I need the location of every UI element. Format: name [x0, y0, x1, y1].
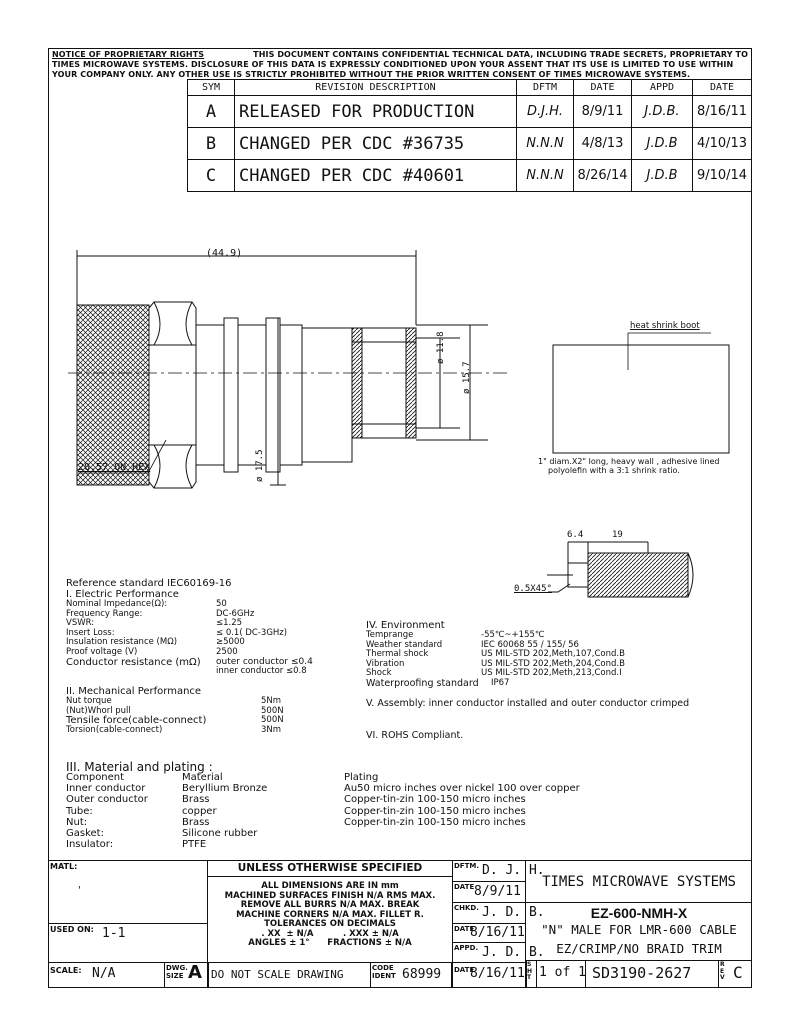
mat-component: Inner conductor [66, 783, 146, 795]
env-key: Temprange [366, 630, 414, 640]
date-label: DATE [454, 883, 475, 891]
dwg-size-label-2: SIZE [166, 972, 184, 980]
sheet-value: 1 of 1 [539, 965, 586, 980]
mech-val: 500N [261, 715, 284, 726]
mech-key: (Nut)Whorl pull [66, 705, 131, 716]
mat-material: Brass [182, 794, 210, 806]
code-ident-label [372, 964, 396, 980]
mech-val: 3Nm [261, 724, 282, 735]
assembly-note: V. Assembly: inner conductor installed and outer conductor crimped [366, 698, 690, 709]
rev-header-appd: APPD [632, 80, 693, 96]
mat-plating: Copper-tin-zin 100-150 micro inches [344, 805, 526, 817]
spec-mechanical [66, 686, 284, 735]
mech-key: Tensile force(cable-connect) [66, 715, 207, 727]
chamfer-label: 0.5X45° [514, 584, 552, 594]
no-scale-text: DO NOT SCALE DRAWING [211, 968, 344, 981]
chkd-value: J. D. B. [482, 905, 545, 920]
notice-line-3: YOUR COMPANY ONLY. ANY OTHER USE IS STRICTLY PROHIBITED WITHOUT THE PRIOR WRITTEN CONSENT OF TIMES MICROWAVE SYSTEMS. [52, 70, 691, 79]
elec-key [66, 667, 216, 677]
dim-17-5: ø 17.5 [255, 449, 265, 482]
date-label: DATE [454, 925, 475, 933]
boot-note-2: polyolefin with a 3:1 shrink ratio. [548, 466, 680, 475]
date-2-value: 8/16/11 [470, 925, 525, 940]
dwg-size-label-1: DWG. [166, 964, 188, 972]
proprietary-notice [52, 50, 748, 80]
rev-dftm: D.J.H. [517, 96, 574, 128]
date-1-value: 8/9/11 [474, 884, 521, 899]
rev-header-date: DATE [574, 80, 632, 96]
rev-desc: CHANGED PER CDC #36735 [235, 128, 517, 160]
rev-date2: 9/10/14 [693, 160, 752, 192]
env-key: Waterproofing standard [366, 677, 479, 689]
strip-dim-19: 19 [612, 530, 623, 540]
date-3-value: 8/16/11 [470, 966, 525, 981]
rev-appd: J.D.B. [632, 96, 693, 128]
rev-sym: A [188, 96, 235, 128]
environment-title: IV. Environment [366, 620, 445, 631]
elec-val: ≤ 0.1( DC-3GHz) [216, 627, 288, 638]
elec-key: Insert Loss: [66, 627, 115, 638]
env-val: IP67 [491, 677, 510, 688]
mat-material: Brass [182, 816, 210, 828]
rev-row [188, 96, 752, 128]
mat-header-plating: Plating [344, 772, 379, 783]
scale-label: SCALE: [50, 966, 82, 975]
code-ident-label-2: IDENT [372, 972, 396, 980]
tol-line: ANGLES ± 1° FRACTIONS ± N/A [248, 938, 412, 948]
rev-row [188, 160, 752, 192]
company-divider [526, 902, 752, 903]
mat-plating: Copper-tin-zin 100-150 micro inches [344, 794, 526, 806]
mat-material: PTFE [182, 839, 207, 851]
electric-title: I. Electric Performance [66, 589, 179, 600]
rev-header-dftm: DFTM [517, 80, 574, 96]
tol-line: MACHINED SURFACES FINISH N/A RMS MAX. [224, 890, 436, 901]
rev-dftm: N.N.N [517, 128, 574, 160]
mat-header-material: Material [182, 772, 223, 783]
rev-label: REV [720, 961, 725, 981]
revision-table [187, 79, 752, 192]
elec-val: 50 [216, 599, 227, 609]
date-label: DATE [454, 966, 475, 974]
rev-date: 4/8/13 [574, 128, 632, 160]
connector-side-view [77, 250, 488, 488]
rev-appd: J.D.B [632, 160, 693, 192]
mat-header-component: Component [66, 772, 125, 783]
env-val: -55℃~+155℃ [481, 630, 545, 640]
rev-desc: RELEASED FOR PRODUCTION [235, 96, 517, 128]
sht-label: SHT [527, 961, 533, 981]
mat-component: Nut: [66, 816, 88, 828]
connector-drawing [48, 230, 752, 600]
notice-title: NOTICE OF PROPRIETARY RIGHTS [52, 50, 205, 59]
dim-11-8: ø 11.8 [436, 331, 446, 364]
reference-standard: Reference standard IEC60169-16 [66, 578, 232, 589]
mat-component: Insulator: [66, 839, 114, 851]
rev-sym: B [188, 128, 235, 160]
rev-value: C [733, 963, 743, 982]
env-key: Vibration [366, 658, 405, 669]
matl-label: MATL: [50, 862, 78, 871]
env-val: IEC 60068 55 / 155/ 56 [481, 639, 579, 650]
mat-component: Gasket: [66, 828, 104, 840]
rev-header-desc: REVISION DESCRIPTION [235, 80, 517, 96]
elec-val: ≤1.25 [216, 618, 243, 629]
mat-material: Beryllium Bronze [182, 783, 268, 795]
rev-row [188, 128, 752, 160]
code-ident-label-1: CODE [372, 964, 394, 972]
dftm-label: DFTM. [454, 862, 479, 870]
mat-material: copper [182, 805, 217, 817]
rohs-note: VI. ROHS Compliant. [366, 730, 464, 741]
mat-material: Silicone rubber [182, 828, 258, 840]
mech-val: 500N [261, 705, 284, 716]
env-key: Weather standard [366, 639, 443, 650]
appd-value: J. D. B. [482, 945, 545, 960]
cable-strip-detail [547, 542, 693, 597]
code-ident-value: 68999 [402, 967, 442, 982]
dwg-size-label [166, 964, 188, 980]
elec-val: ≥5000 [216, 637, 245, 648]
rev-date: 8/9/11 [574, 96, 632, 128]
notice-line-1: THIS DOCUMENT CONTAINS CONFIDENTIAL TECHNICAL DATA, INCLUDING TRADE SECRETS, PROPRIETARY TO [253, 50, 748, 59]
dwg-size-value: A [188, 962, 202, 983]
drawing-number: SD3190-2627 [592, 964, 692, 982]
part-desc-1: "N" MALE FOR LMR-600 CABLE [541, 922, 737, 937]
hex-label: 20.57 ON HEX [78, 462, 151, 473]
materials-list [66, 772, 580, 850]
mech-key: Nut torque [66, 696, 112, 706]
chkd-label: CHKD. [454, 904, 479, 912]
elec-val: inner conductor ≤0.8 [216, 666, 307, 677]
boot-label: heat shrink boot [630, 321, 700, 331]
elec-key: Conductor resistance (mΩ) [66, 656, 201, 668]
matl-value: ' [78, 885, 81, 896]
appd-label: APPD. [454, 944, 479, 952]
used-on-value: 1-1 [102, 926, 126, 941]
elec-key: Insulation resistance (MΩ) [66, 637, 178, 648]
boot-note-1: 1" diam.X2" long, heavy wall , adhesive lined [538, 457, 720, 466]
rev-date2: 8/16/11 [693, 96, 752, 128]
used-on-label: USED ON: [50, 925, 94, 934]
mat-plating: Au50 micro inches over nickel 100 over copper [344, 783, 580, 795]
unless-specified: UNLESS OTHERWISE SPECIFIED [237, 862, 423, 874]
mech-key: Torsion(cable-connect) [66, 724, 163, 735]
tol-line: TOLERANCES ON DECIMALS [264, 919, 396, 929]
mat-component: Outer conductor [66, 794, 148, 806]
tolerance-block [208, 882, 452, 949]
dim-15-7: ø 15.7 [462, 361, 472, 394]
env-val: US MIL-STD 202,Meth,213,Cond.I [481, 668, 622, 679]
tol-line: ALL DIMENSIONS ARE IN mm [261, 881, 399, 891]
part-desc-2: EZ/CRIMP/NO BRAID TRIM [556, 941, 722, 956]
rev-date: 8/26/14 [574, 160, 632, 192]
part-number: EZ-600-NMH-X [590, 905, 688, 921]
tol-line: REMOVE ALL BURRS N/A MAX. BREAK [240, 900, 420, 910]
dftm-value: D. J. H. [482, 863, 545, 878]
mat-plating: Copper-tin-zin 100-150 micro inches [344, 816, 526, 828]
company-name: TIMES MICROWAVE SYSTEMS [542, 874, 736, 890]
rev-date2: 4/10/13 [693, 128, 752, 160]
scale-value: N/A [92, 966, 116, 981]
elec-key: Nominal Impedance(Ω): [66, 599, 168, 609]
elec-val: 2500 [216, 646, 238, 657]
rev-header-sym: SYM [188, 80, 235, 96]
env-val: US MIL-STD 202,Meth,107,Cond.B [481, 649, 625, 660]
spec-environment [366, 620, 625, 689]
tol-divider [208, 876, 452, 877]
rev-dftm: N.N.N [517, 160, 574, 192]
boot-leader [628, 333, 711, 370]
strip-dim-6-4: 6.4 [567, 530, 584, 540]
dim-overall: (44.9) [206, 248, 243, 259]
mechanical-title: II. Mechanical Performance [66, 686, 202, 697]
rev-sym: C [188, 160, 235, 192]
rev-appd: J.D.B [632, 128, 693, 160]
spec-electric [66, 578, 313, 677]
notice-line-2: TIMES MICROWAVE SYSTEMS. DISCLOSURE OF THIS DATA IS EXPRESSLY CONDITIONED UPON YOUR ASSENT THAT ITS USE IS LIMITED TO USE WITHIN [52, 60, 734, 69]
mech-val: 5Nm [261, 696, 282, 706]
env-key: Thermal shock [366, 649, 429, 660]
elec-val: outer conductor ≤0.4 [216, 656, 313, 667]
env-val: US MIL-STD 202,Meth,204,Cond.B [481, 658, 625, 669]
elec-key: Proof voltage (V) [66, 646, 138, 657]
tol-line: MACHINE CORNERS N/A MAX. FILLET R. [236, 909, 424, 920]
heat-shrink-boot-box [553, 345, 729, 453]
elec-key: VSWR: [66, 618, 95, 629]
rev-header-date2: DATE [693, 80, 752, 96]
rev-desc: CHANGED PER CDC #40601 [235, 160, 517, 192]
mat-component: Tube: [66, 805, 93, 817]
elec-val: DC-6GHz [216, 608, 255, 619]
env-key: Shock [366, 668, 392, 679]
materials-title: III. Material and plating : [66, 760, 213, 774]
tol-line: . XX ± N/A . XXX ± N/A [261, 928, 399, 939]
elec-key: Frequency Range: [66, 608, 143, 619]
